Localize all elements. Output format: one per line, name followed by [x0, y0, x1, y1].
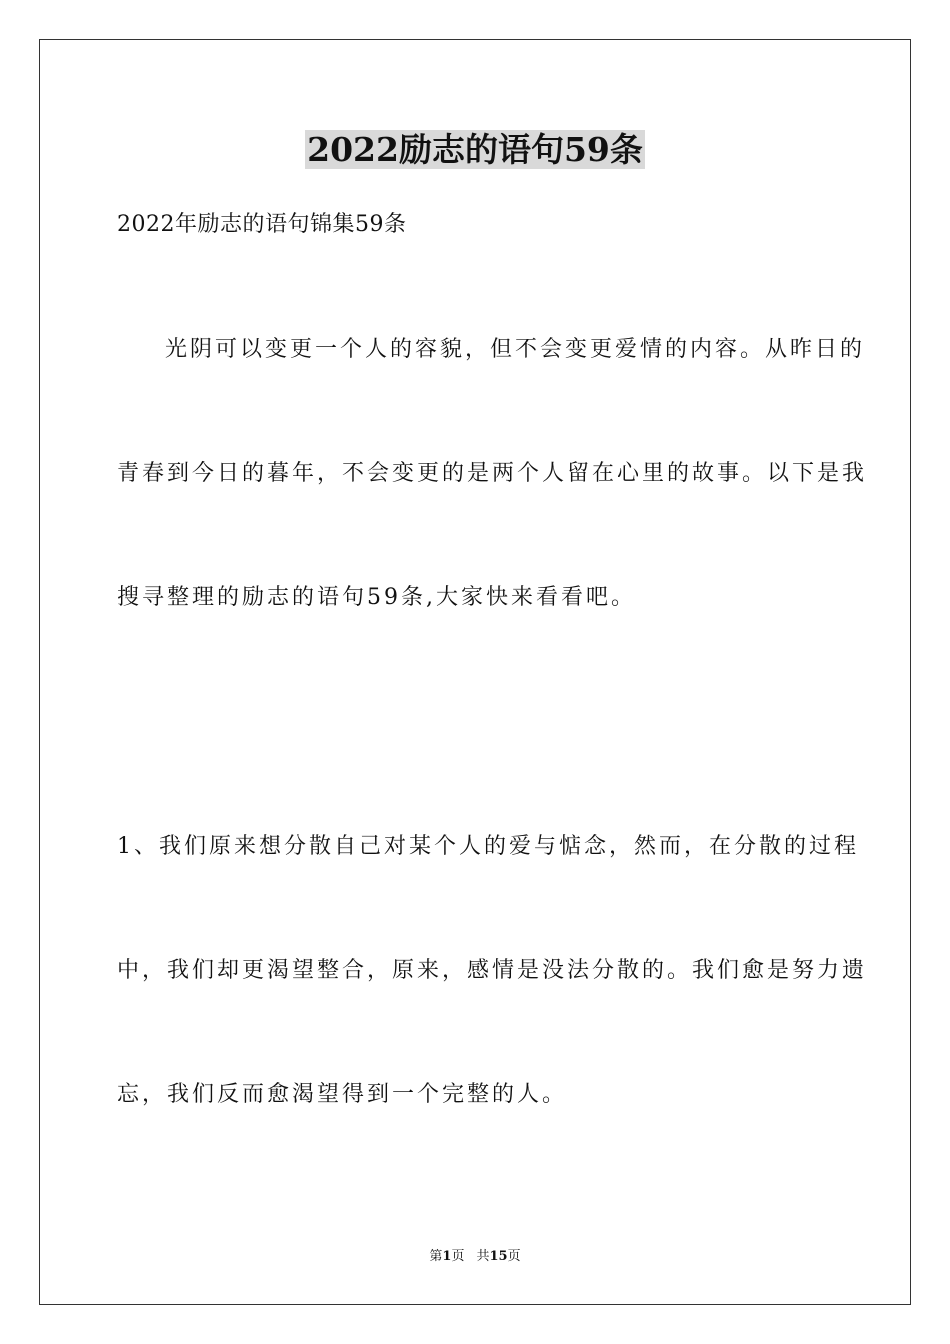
item1-line-3: 忘，我们反而愈渴望得到一个完整的人。 — [117, 1082, 568, 1107]
document-title-text: 2022励志的语句59条 — [307, 130, 643, 169]
item1-line-2: 中，我们却更渴望整合，原来，感情是没法分散的。我们愈是努力遗 — [117, 958, 868, 983]
footer-page-prefix: 第 — [429, 1249, 443, 1264]
intro-line-1: 光阴可以变更一个人的容貌，但不会变更爱情的内容。从昨日的 — [165, 337, 866, 362]
document-subtitle: 2022年励志的语句锦集59条 — [117, 212, 407, 237]
footer-page-number: 1 — [442, 1249, 452, 1264]
footer-total-prefix: 共 — [476, 1249, 490, 1264]
intro-line-2: 青春到今日的暮年，不会变更的是两个人留在心里的故事。以下是我 — [117, 461, 868, 486]
item1-line-1: 1、我们原来想分散自己对某个人的爱与惦念，然而，在分散的过程 — [117, 834, 859, 859]
page-footer — [0, 1247, 950, 1267]
footer-total-pages: 15 — [489, 1249, 508, 1264]
footer-page-suffix: 页 — [451, 1249, 465, 1264]
document-title — [0, 128, 950, 172]
footer-total-suffix: 页 — [507, 1249, 521, 1264]
intro-line-3: 搜寻整理的励志的语句59条,大家快来看看吧。 — [117, 585, 636, 610]
